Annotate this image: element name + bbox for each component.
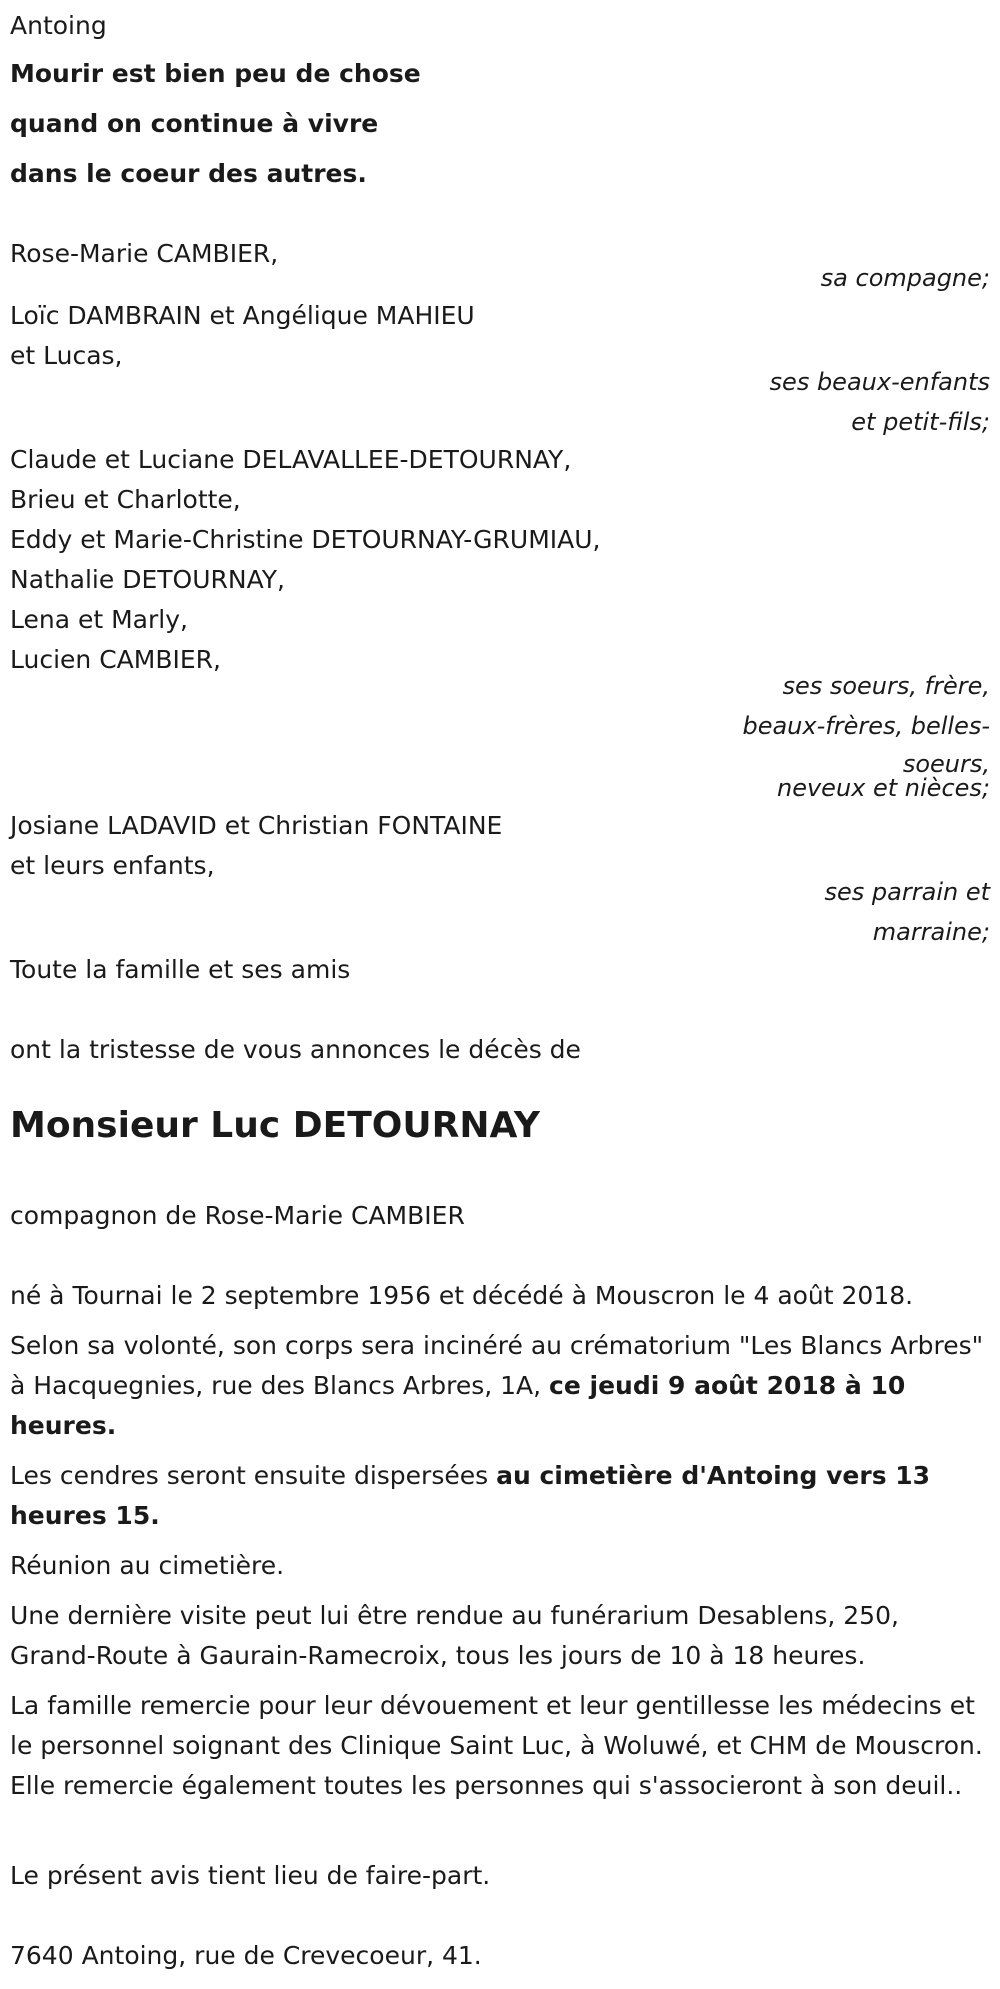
cremation-date: ce jeudi 9 août 2018 à 10 heures. bbox=[10, 1371, 906, 1440]
siblings-role-4: neveux et nièces; bbox=[777, 774, 990, 802]
deceased-relation: compagnon de Rose-Marie CAMBIER bbox=[10, 1201, 465, 1230]
sibling-line-6: Lucien CAMBIER, bbox=[10, 645, 221, 674]
godparents-line-2: et leurs enfants, bbox=[10, 851, 215, 880]
siblings-role-1: ses soeurs, frère, bbox=[782, 672, 990, 700]
sibling-line-4: Nathalie DETOURNAY, bbox=[10, 565, 285, 594]
ashes-paragraph bbox=[10, 1456, 990, 1536]
siblings-role-2: beaux-frères, belles- bbox=[742, 712, 990, 740]
siblings-role-3: soeurs, bbox=[902, 750, 990, 778]
stepchildren-role-2: et petit-fils; bbox=[851, 408, 990, 436]
all-family: Toute la famille et ses amis bbox=[10, 955, 351, 984]
godparents-role-1: ses parrain et bbox=[824, 878, 990, 906]
cremation-text: Selon sa volonté, son corps sera incinéré au crématorium "Les Blancs Arbres" à Hacquegnies, rue des Blancs Arbres, 1A, bbox=[10, 1331, 984, 1400]
quote-line-1: Mourir est bien peu de chose bbox=[10, 59, 421, 88]
sibling-line-1: Claude et Luciane DELAVALLEE-DETOURNAY, bbox=[10, 445, 572, 474]
location: Antoing bbox=[10, 11, 107, 40]
visit-paragraph: Une dernière visite peut lui être rendue au funérarium Desablens, 250, Grand-Route à Gaurain-Ramecroix, tous les jours de 10 à 18 heures. bbox=[10, 1601, 899, 1670]
sibling-line-2: Brieu et Charlotte, bbox=[10, 485, 241, 514]
thanks-paragraph: La famille remercie pour leur dévouement et leur gentillesse les médecins et le personnel soignant des Clinique Saint Luc, à Woluwé, et CHM de Mouscron. Elle remercie également toutes les personnes qui s'associeront à son deuil.. bbox=[10, 1691, 983, 1800]
stepchildren-line-1: Loïc DAMBRAIN et Angélique MAHIEU bbox=[10, 301, 475, 330]
sibling-line-3: Eddy et Marie-Christine DETOURNAY-GRUMIAU, bbox=[10, 525, 601, 554]
ashes-place-time: au cimetière d'Antoing vers 13 heures 15. bbox=[10, 1461, 931, 1530]
quote-line-3: dans le coeur des autres. bbox=[10, 159, 367, 188]
godparents-line-1: Josiane LADAVID et Christian FONTAINE bbox=[10, 811, 503, 840]
partner-role: sa compagne; bbox=[820, 264, 990, 292]
sibling-line-5: Lena et Marly, bbox=[10, 605, 188, 634]
stepchildren-line-2: et Lucas, bbox=[10, 341, 123, 370]
quote-line-2: quand on continue à vivre bbox=[10, 109, 379, 138]
stepchildren-role-1: ses beaux-enfants bbox=[769, 368, 990, 396]
announcement: ont la tristesse de vous annonces le décès de bbox=[10, 1035, 581, 1064]
meeting: Réunion au cimetière. bbox=[10, 1551, 285, 1580]
notice: Le présent avis tient lieu de faire-part. bbox=[10, 1861, 491, 1890]
address: 7640 Antoing, rue de Crevecoeur, 41. bbox=[10, 1941, 482, 1970]
cremation-paragraph bbox=[10, 1326, 990, 1446]
ashes-text: Les cendres seront ensuite dispersées bbox=[10, 1461, 497, 1490]
godparents-role-2: marraine; bbox=[872, 918, 990, 946]
deceased-name: Monsieur Luc DETOURNAY bbox=[10, 1105, 540, 1146]
partner-name: Rose-Marie CAMBIER, bbox=[10, 239, 279, 268]
birth-death: né à Tournai le 2 septembre 1956 et décédé à Mouscron le 4 août 2018. bbox=[10, 1281, 914, 1310]
